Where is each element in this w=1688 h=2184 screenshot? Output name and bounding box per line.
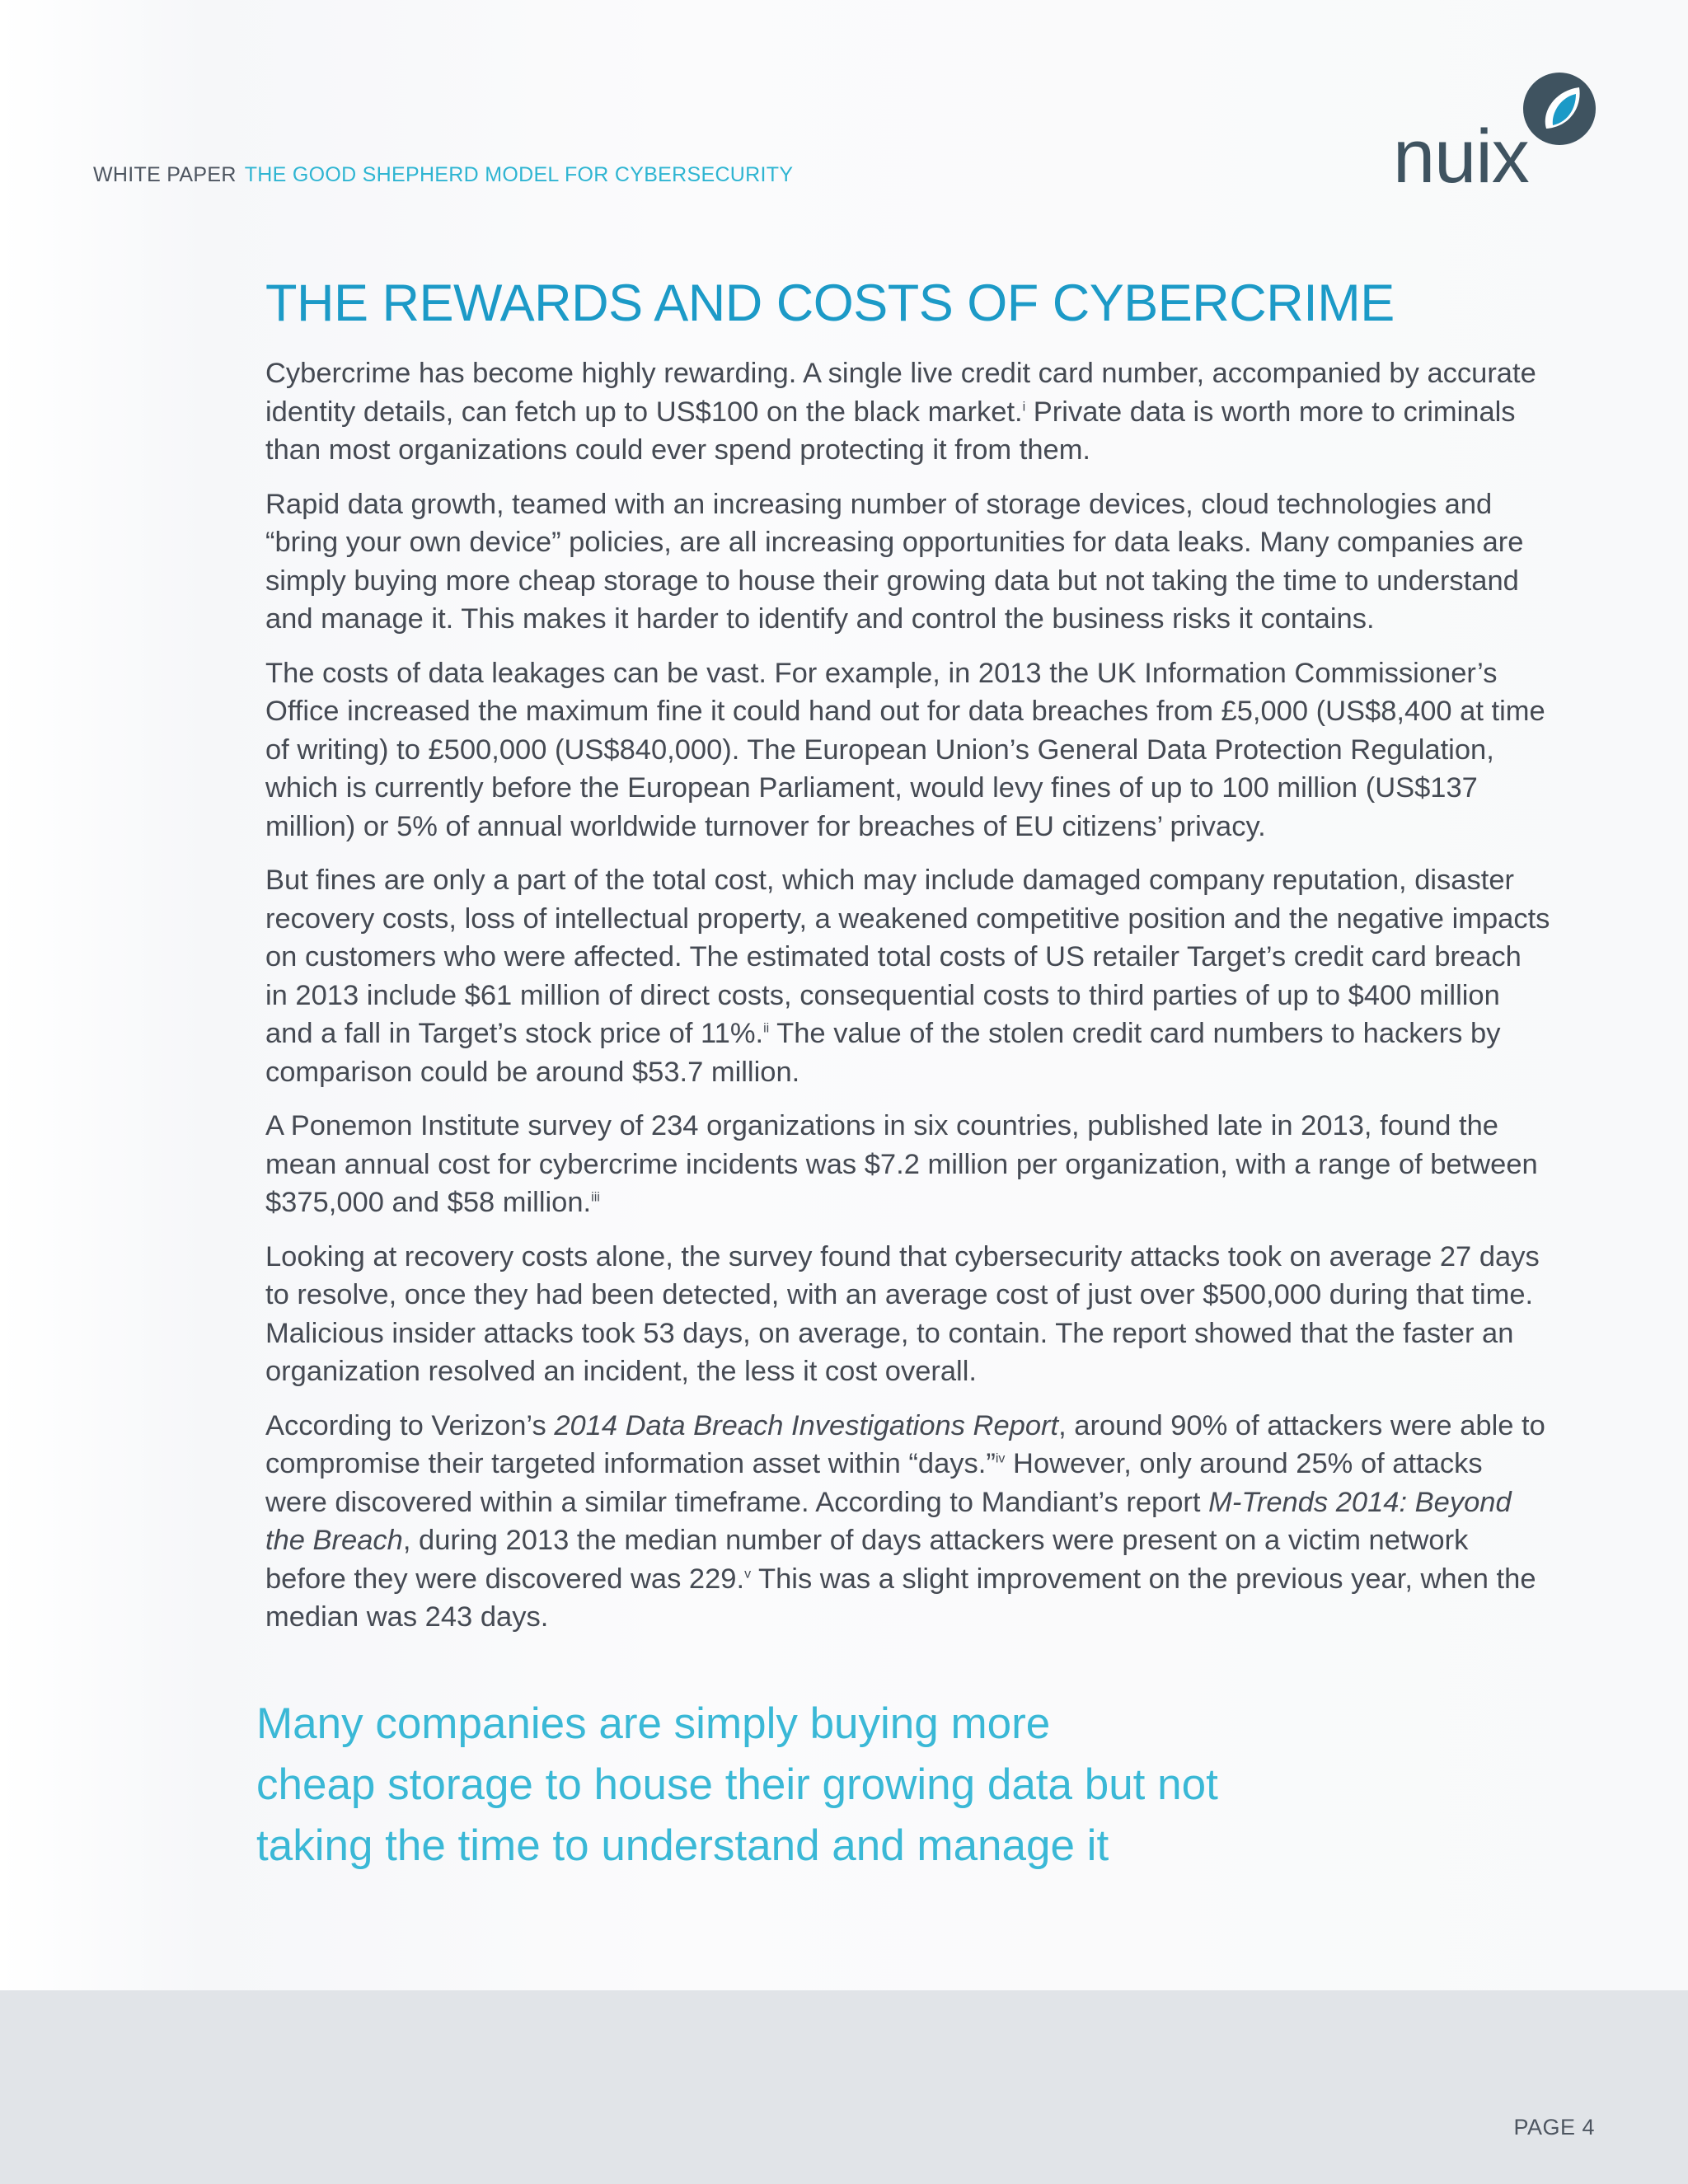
page-number: PAGE 4 — [1513, 2115, 1595, 2139]
p5-text-a: A Ponemon Institute survey of 234 organizations in six countries, published late in 2013, found the mean annual cost for cybercrime incidents was $7.2 million per organization, with a range of between $375,000 and $58 million. — [265, 1110, 1538, 1218]
running-header — [93, 163, 793, 187]
paragraph-5 — [265, 1107, 1551, 1222]
pull-quote-line-2: cheap storage to house their growing data but not — [256, 1760, 1218, 1809]
pull-quote-line-3: taking the time to understand and manage it — [256, 1821, 1109, 1870]
header-doc-title: THE GOOD SHEPHERD MODEL FOR CYBERSECURITY — [244, 163, 794, 186]
header-doc-type: WHITE PAPER — [93, 163, 237, 186]
p4-text-a: But fines are only a part of the total cost, which may include damaged company reputation, disaster recovery costs, loss of intellectual property, a weakened competitive position and the negative impacts on customers who were affected. The estimated total costs of US retailer Target’s credit card breach in 2013 include $61 million of direct costs, consequential costs to third parties of up to $400 million and a fall in Target’s stock price of 11%. — [265, 865, 1550, 1049]
footnote-ref-iv: iv — [995, 1451, 1006, 1466]
p7-text-b: , around 90% of attackers were able to compromise their targeted information asset within “days.” — [265, 1409, 1545, 1479]
p1-text-a: Cybercrime has become highly rewarding. A single live credit card number, accompanied by accurate identity details, can fetch up to US$100 on the black market. — [265, 358, 1536, 428]
p4-text-b: The value of the stolen credit card numbers to hackers by comparison could be around $53.7 million. — [265, 1018, 1501, 1088]
logo-wordmark: nuix — [1393, 115, 1529, 199]
footer-band — [0, 1990, 1688, 2184]
footnote-ref-iii: iii — [591, 1190, 600, 1205]
p7-text-d: , during 2013 the median number of days attackers were present on a victim network before they were discovered was 229. — [265, 1525, 1469, 1595]
report-title-mandiant: M-Trends 2014: Beyond the Breach — [265, 1486, 1512, 1556]
p7-text-c: However, only around 25% of attacks were discovered within a similar timeframe. According to Mandiant’s report — [265, 1448, 1483, 1518]
p7-text-a: According to Verizon’s — [265, 1409, 555, 1441]
section-title: THE REWARDS AND COSTS OF CYBERCRIME — [265, 274, 1395, 332]
pull-quote-line-1: Many companies are simply buying more — [256, 1699, 1051, 1748]
paragraph-6: Looking at recovery costs alone, the survey found that cybersecurity attacks took on average 27 days to resolve, once they had been detected, with an average cost of just over $500,000 during that time. Malicious insider attacks took 53 days, on average, to contain. The report showed that the faster an organization resolved an incident, the less it cost overall. — [265, 1240, 1540, 1387]
main-content — [265, 270, 1551, 1652]
paragraph-3: The costs of data leakages can be vast. For example, in 2013 the UK Information Commissioner’s Office increased the maximum fine it could hand out for data breaches from £5,000 (US$8,400 at time of writing) to £500,000 (US$840,000). The European Union’s General Data Protection Regulation, which is currently before the European Parliament, would levy fines of up to 100 million (US$137 million) or 5% of annual worldwide turnover for breaches of EU citizens’ privacy. — [265, 657, 1545, 842]
paragraph-7 — [265, 1407, 1551, 1637]
footnote-ref-ii: ii — [763, 1021, 770, 1036]
p1-text-b: Private data is worth more to criminals than most organizations could ever spend protecting it from them. — [265, 396, 1516, 466]
p7-text-e: This was a slight improvement on the previous year, when the median was 243 days. — [265, 1563, 1536, 1633]
footnote-ref-i: i — [1022, 400, 1026, 414]
report-title-verizon: 2014 Data Breach Investigations Report — [554, 1409, 1059, 1441]
footnote-ref-v: v — [744, 1567, 752, 1581]
paragraph-2: Rapid data growth, teamed with an increasing number of storage devices, cloud technologies and “bring your own device” policies, are all increasing opportunities for data leaks. Many companies are simply buying more cheap storage to house their growing data but not taking the time to understand and manage it. This makes it harder to identify and control the business risks it contains. — [265, 488, 1524, 635]
paragraph-1 — [265, 354, 1551, 470]
nuix-logo — [1385, 71, 1599, 199]
paragraph-4 — [265, 861, 1551, 1091]
nuix-swirl-logo-icon — [1522, 71, 1597, 147]
pull-quote — [256, 1694, 1245, 1877]
